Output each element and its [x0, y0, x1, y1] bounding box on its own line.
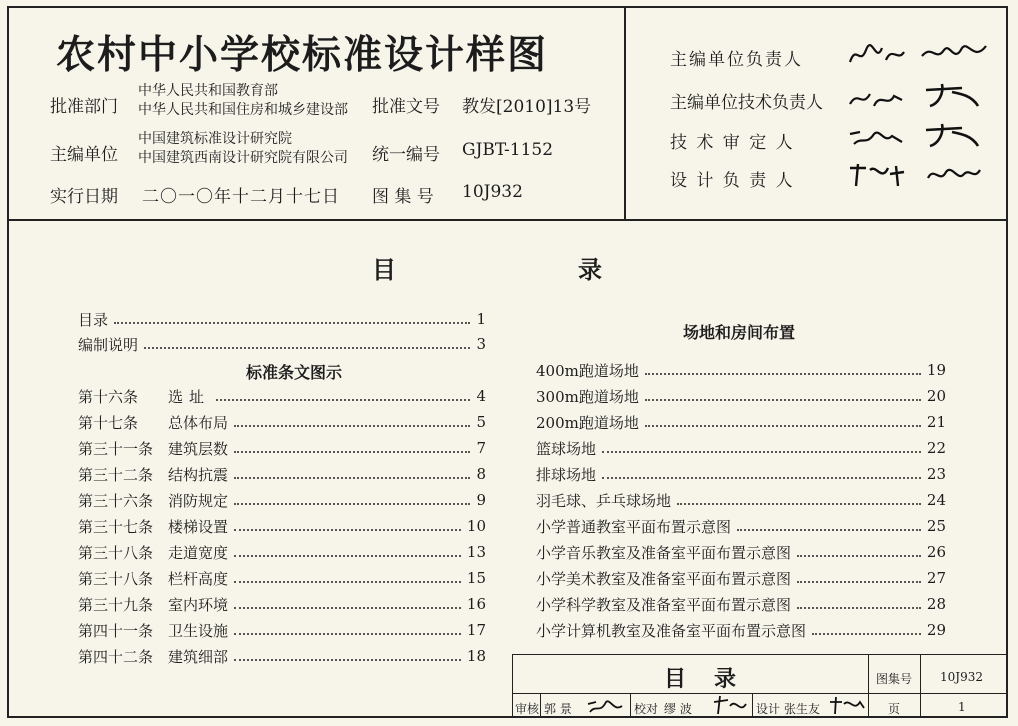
toc-article: 第十七条	[78, 413, 139, 432]
leader-dots	[797, 581, 921, 583]
toc-entry-title: 走道宽度	[168, 543, 229, 562]
leader-dots	[234, 477, 470, 479]
chief-unit-label: 主编单位	[50, 145, 118, 165]
toc-article: 第三十八条	[78, 543, 154, 562]
document-title: 农村中小学校标准设计样图	[56, 33, 549, 78]
design-lead-label: 设 计 负 责 人	[670, 171, 795, 191]
toc-entry-page: 21	[926, 413, 946, 431]
leader-dots	[812, 633, 921, 635]
toc-entry-page: 15	[466, 569, 486, 587]
toc-entry[interactable]	[536, 619, 946, 641]
toc-entry-page: 13	[466, 543, 486, 561]
left-section-title: 标准条文图示	[246, 363, 343, 382]
toc-entry-page: 5	[476, 413, 486, 431]
toc-entry-page: 28	[926, 595, 946, 613]
toc-entry-title: 羽毛球、乒乓球场地	[536, 491, 672, 510]
effective-date-value: 二〇一〇年十二月十七日	[142, 187, 340, 207]
toc-entry[interactable]	[536, 489, 946, 511]
title-block-divider	[630, 693, 631, 718]
designer-signature	[828, 694, 866, 716]
toc-entry-page: 19	[926, 361, 946, 379]
toc-entry-page: 27	[926, 569, 946, 587]
toc-entry-title: 目录	[78, 310, 109, 329]
toc-entry[interactable]	[536, 463, 946, 485]
page-value: 1	[958, 700, 966, 714]
toc-entry[interactable]	[536, 359, 946, 381]
toc-entry-page: 26	[926, 543, 946, 561]
toc-entry-page: 17	[466, 621, 486, 639]
toc-entry-title: 小学计算机教室及准备室平面布置示意图	[536, 621, 807, 640]
toc-entry-title: 总体布局	[168, 413, 229, 432]
checker-name: 缪 波	[664, 702, 692, 716]
leader-dots	[645, 425, 921, 427]
toc-entry[interactable]	[536, 411, 946, 433]
toc-entry-page: 1	[476, 310, 486, 328]
reviewer-name: 郭 景	[544, 702, 572, 716]
toc-entry-page: 7	[476, 439, 486, 457]
title-block-divider	[868, 654, 869, 718]
leader-dots	[737, 529, 921, 531]
signature-1a	[846, 40, 908, 70]
chief-unit-tech-head-label: 主编单位技术负责人	[670, 93, 823, 113]
checker-signature	[710, 694, 748, 716]
toc-entry-page: 8	[476, 465, 486, 483]
leader-dots	[144, 347, 470, 349]
unified-no-value: GJBT-1152	[462, 140, 554, 160]
review-label: 审核	[515, 702, 540, 716]
toc-entry-page: 4	[476, 387, 486, 405]
signature-3a	[846, 122, 906, 152]
toc-entry-title: 建筑细部	[168, 647, 229, 666]
title-block-title-right: 录	[714, 666, 737, 692]
signature-2a	[846, 84, 906, 114]
approval-dept-line-1: 中华人民共和国教育部	[138, 83, 278, 99]
toc-article: 第三十七条	[78, 517, 154, 536]
toc-entry[interactable]	[536, 593, 946, 615]
leader-dots	[234, 659, 461, 661]
leader-dots	[677, 503, 921, 505]
unified-no-label: 统一编号	[372, 145, 440, 165]
leader-dots	[234, 607, 461, 609]
right-section-title: 场地和房间布置	[683, 323, 796, 342]
leader-dots	[216, 399, 470, 401]
title-block-divider	[920, 654, 921, 718]
toc-entry-page: 29	[926, 621, 946, 639]
leader-dots	[234, 529, 461, 531]
toc-entry-title: 小学音乐教室及准备室平面布置示意图	[536, 543, 792, 562]
leader-dots	[234, 451, 470, 453]
toc-entry[interactable]	[536, 437, 946, 459]
toc-entry-title: 排球场地	[536, 465, 597, 484]
leader-dots	[797, 555, 921, 557]
toc-entry-title: 200m跑道场地	[536, 413, 639, 432]
toc-entry-title: 编制说明	[78, 335, 139, 354]
toc-article: 第三十一条	[78, 439, 154, 458]
toc-entry[interactable]	[536, 567, 946, 589]
toc-heading-right: 录	[578, 255, 602, 284]
toc-entry-title: 小学科学教室及准备室平面布置示意图	[536, 595, 792, 614]
toc-entry-title: 楼梯设置	[168, 517, 229, 536]
toc-entry[interactable]	[78, 645, 486, 667]
toc-entry[interactable]	[78, 567, 486, 589]
toc-entry-title: 建筑层数	[168, 439, 229, 458]
title-block-divider	[540, 693, 541, 718]
title-block-atlas-label: 图集号	[876, 672, 913, 686]
leader-dots	[114, 322, 470, 324]
title-block-divider	[752, 693, 753, 718]
toc-entry-page: 18	[466, 647, 486, 665]
approval-doc-label: 批准文号	[372, 97, 440, 117]
toc-entry-title: 选址	[168, 387, 211, 406]
effective-date-label: 实行日期	[50, 187, 118, 207]
signature-2b	[922, 80, 982, 110]
leader-dots	[234, 555, 461, 557]
header-divider-horizontal	[7, 219, 1008, 221]
signature-1b	[918, 38, 990, 68]
toc-entry-page: 24	[926, 491, 946, 509]
toc-entry-title: 室内环境	[168, 595, 229, 614]
toc-entry-page: 3	[476, 335, 486, 353]
toc-entry[interactable]	[536, 515, 946, 537]
toc-entry-page: 23	[926, 465, 946, 483]
toc-entry[interactable]	[78, 619, 486, 641]
leader-dots	[602, 477, 921, 479]
toc-entry[interactable]	[78, 489, 486, 511]
approval-dept-label: 批准部门	[50, 97, 118, 117]
signature-4a	[846, 160, 910, 190]
chief-unit-head-label: 主编单位负责人	[670, 50, 803, 70]
toc-entry[interactable]	[78, 437, 486, 459]
leader-dots	[234, 503, 470, 505]
toc-entry-page: 9	[476, 491, 486, 509]
toc-entry[interactable]	[78, 385, 486, 407]
toc-entry[interactable]	[78, 308, 486, 330]
leader-dots	[645, 399, 921, 401]
toc-article: 第四十一条	[78, 621, 154, 640]
toc-entry-title: 栏杆高度	[168, 569, 229, 588]
title-block-atlas-value: 10J932	[940, 670, 983, 684]
toc-entry[interactable]	[536, 385, 946, 407]
toc-entry-title: 篮球场地	[536, 439, 597, 458]
leader-dots	[602, 451, 921, 453]
toc-article: 第三十九条	[78, 595, 154, 614]
leader-dots	[797, 607, 921, 609]
toc-article: 第三十六条	[78, 491, 154, 510]
toc-entry-page: 22	[926, 439, 946, 457]
toc-entry-page: 25	[926, 517, 946, 535]
toc-entry-page: 10	[466, 517, 486, 535]
toc-entry[interactable]	[78, 541, 486, 563]
header-divider-vertical	[624, 6, 626, 220]
toc-article: 第三十八条	[78, 569, 154, 588]
toc-entry-page: 20	[926, 387, 946, 405]
toc-heading-left: 目	[372, 255, 396, 284]
toc-entry[interactable]	[78, 411, 486, 433]
design-label: 设计	[756, 702, 781, 716]
toc-entry-title: 卫生设施	[168, 621, 229, 640]
leader-dots	[234, 633, 461, 635]
toc-article: 第三十二条	[78, 465, 154, 484]
toc-entry-title: 400m跑道场地	[536, 361, 639, 380]
leader-dots	[645, 373, 921, 375]
toc-entry[interactable]	[536, 541, 946, 563]
chief-unit-line-1: 中国建筑标准设计研究院	[138, 131, 292, 147]
toc-entry-title: 小学普通教室平面布置示意图	[536, 517, 732, 536]
toc-entry[interactable]	[78, 463, 486, 485]
check-label: 校对	[634, 702, 659, 716]
approval-dept-line-2: 中华人民共和国住房和城乡建设部	[138, 102, 348, 118]
reviewer-signature	[586, 694, 626, 716]
toc-entry-title: 300m跑道场地	[536, 387, 639, 406]
approval-doc-value: 教发[2010]13号	[462, 97, 592, 117]
atlas-no-value: 10J932	[462, 182, 523, 202]
toc-entry[interactable]	[78, 593, 486, 615]
toc-entry[interactable]	[78, 333, 486, 355]
toc-entry-title: 结构抗震	[168, 465, 229, 484]
toc-article: 第十六条	[78, 387, 139, 406]
toc-article: 第四十二条	[78, 647, 154, 666]
title-block-title-left: 目	[664, 666, 687, 692]
technical-reviewer-label: 技 术 审 定 人	[670, 133, 795, 153]
toc-entry[interactable]	[78, 515, 486, 537]
toc-entry-title: 消防规定	[168, 491, 229, 510]
leader-dots	[234, 425, 470, 427]
signature-4b	[924, 160, 984, 190]
designer-name: 张生友	[784, 702, 821, 716]
atlas-no-label: 图 集 号	[372, 187, 434, 207]
leader-dots	[234, 581, 461, 583]
toc-entry-title: 小学美术教室及准备室平面布置示意图	[536, 569, 792, 588]
chief-unit-line-2: 中国建筑西南设计研究院有限公司	[138, 150, 348, 166]
signature-3b	[922, 120, 982, 150]
page-label: 页	[888, 702, 901, 716]
toc-entry-page: 16	[466, 595, 486, 613]
